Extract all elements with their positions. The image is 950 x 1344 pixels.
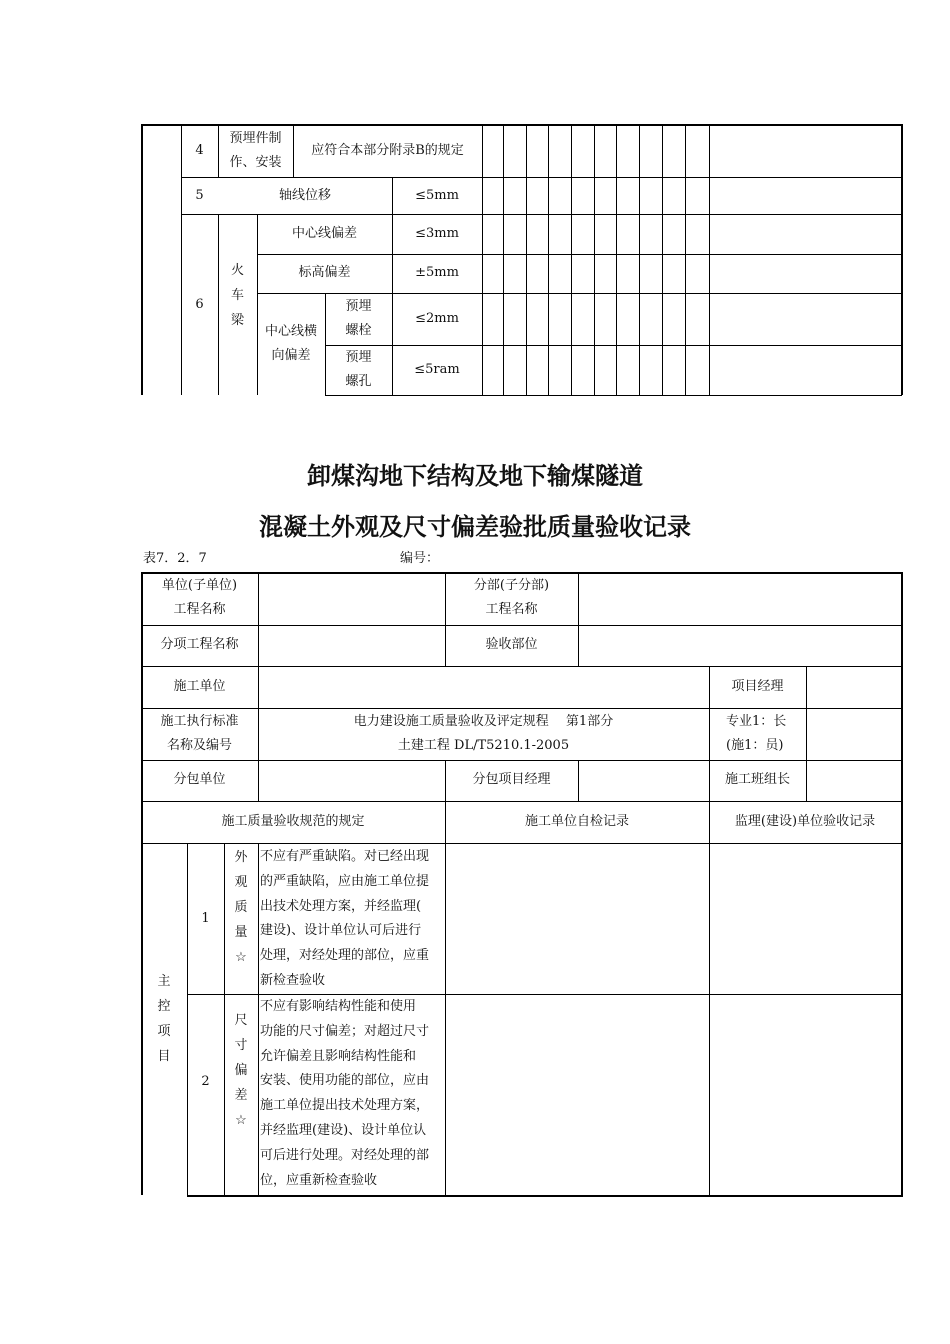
item2-line: 不应有影响结构性能和使用 bbox=[260, 999, 417, 1014]
row4-item-line1: 预埋件制 bbox=[229, 131, 282, 146]
centerline-label: 中心线偏差 bbox=[291, 226, 357, 241]
item2-line: 安装、使用功能的部位，应由 bbox=[260, 1073, 430, 1089]
item1-name bbox=[224, 845, 258, 970]
item2-line: 允许偏差且影响结构性能和 bbox=[260, 1048, 417, 1064]
item1-number: 1 bbox=[201, 911, 210, 926]
row5-tolerance: ≤5mm bbox=[415, 188, 459, 203]
serial-number-label: 编号： bbox=[400, 551, 440, 566]
subitem-label: 分项工程名称 bbox=[160, 637, 239, 652]
item2-line: 施工单位提出技术处理方案， bbox=[260, 1098, 430, 1114]
acceptance-part-label: 验收部位 bbox=[485, 637, 538, 652]
construction-unit-label: 施工单位 bbox=[173, 679, 226, 694]
item2-line: 并经监理(建设)、设计单位认 bbox=[260, 1122, 427, 1138]
division-label-line1: 分部(子分部) bbox=[473, 578, 550, 593]
item2-name bbox=[224, 1008, 258, 1133]
item1-line: 建设)、设计单位认可后进行 bbox=[260, 923, 422, 939]
main-control-label bbox=[141, 969, 187, 1069]
item1-line: 出技术处理方案，并经监理( bbox=[260, 898, 422, 914]
hole-label-line2: 螺孔 bbox=[345, 374, 372, 389]
item1-name-char: 量 bbox=[234, 925, 248, 940]
main-control-char: 项 bbox=[157, 1024, 171, 1039]
document-title-line1: 卸煤沟地下结构及地下输煤隧道 bbox=[307, 462, 643, 490]
hole-tolerance: ≤5ram bbox=[414, 362, 460, 377]
standard-label-line1: 施工执行标准 bbox=[160, 714, 239, 729]
specialty-label-line1: 专业1：长 bbox=[726, 714, 787, 729]
spec-header: 施工质量验收规范的规定 bbox=[221, 814, 365, 829]
division-label-line2: 工程名称 bbox=[485, 602, 538, 617]
main-control-char: 主 bbox=[157, 974, 171, 989]
bolt-label-line1: 预埋 bbox=[345, 299, 372, 314]
item1-line: 不应有严重缺陷。对已经出现 bbox=[260, 849, 430, 864]
specialty-label-line2: (施1：员) bbox=[726, 738, 784, 753]
row6-number: 6 bbox=[195, 297, 204, 312]
row4-number: 4 bbox=[195, 143, 204, 158]
item2-name-char: 偏 bbox=[234, 1063, 248, 1078]
item2-name-char: 寸 bbox=[234, 1038, 248, 1053]
row6-group-label bbox=[218, 258, 257, 333]
item2-line: 位，应重新检查验收 bbox=[260, 1172, 378, 1188]
item1-line: 的严重缺陷，应由施工单位提 bbox=[260, 873, 430, 889]
elevation-label: 标高偏差 bbox=[298, 265, 351, 280]
item1-name-char: 外 bbox=[234, 850, 248, 865]
row6-group-char: 火 bbox=[230, 263, 244, 278]
item1-name-char: 观 bbox=[234, 875, 248, 890]
project-manager-label: 项目经理 bbox=[731, 679, 784, 694]
item2-name-char: 差 bbox=[234, 1088, 248, 1103]
item2-name-char: 尺 bbox=[234, 1013, 248, 1028]
item1-line: 新检查验收 bbox=[260, 972, 326, 988]
item2-description bbox=[260, 995, 446, 1193]
bolt-label-line2: 螺栓 bbox=[345, 323, 372, 338]
transverse-label-line1: 中心线横 bbox=[264, 324, 317, 339]
item1-description bbox=[260, 845, 446, 994]
elevation-tolerance: ±5mm bbox=[415, 265, 459, 280]
unit-label-line2: 工程名称 bbox=[173, 602, 226, 617]
unit-label-line1: 单位(子单位) bbox=[161, 578, 238, 593]
row6-group-char: 梁 bbox=[230, 313, 244, 328]
item1-name-char: 质 bbox=[234, 900, 248, 915]
self-check-header: 施工单位自检记录 bbox=[524, 814, 629, 829]
item2-number: 2 bbox=[201, 1074, 210, 1089]
row5-number: 5 bbox=[195, 188, 204, 203]
item2-name-char: ☆ bbox=[235, 1113, 247, 1128]
centerline-tolerance: ≤3mm bbox=[415, 226, 459, 241]
row4-requirement: 应符合本部分附录B的规定 bbox=[311, 143, 464, 158]
main-control-char: 控 bbox=[157, 999, 171, 1014]
bolt-tolerance: ≤2mm bbox=[415, 311, 459, 326]
row5-item: 轴线位移 bbox=[278, 188, 331, 203]
standard-value-line2: 土建工程 DL/T5210.1-2005 bbox=[397, 738, 570, 753]
row6-group-char: 车 bbox=[230, 288, 244, 303]
item2-line: 功能的尺寸偏差；对超过尺寸 bbox=[260, 1023, 430, 1039]
row4-item-line2: 作、安装 bbox=[229, 155, 282, 170]
transverse-label-line2: 向偏差 bbox=[271, 348, 311, 363]
subcontractor-label: 分包单位 bbox=[173, 772, 226, 787]
supervision-header: 监理(建设)单位验收记录 bbox=[734, 814, 876, 829]
document-title-line2: 混凝土外观及尺寸偏差验批质量验收记录 bbox=[259, 513, 691, 541]
standard-label-line2: 名称及编号 bbox=[166, 738, 232, 753]
team-leader-label: 施工班组长 bbox=[724, 772, 790, 787]
hole-label-line1: 预埋 bbox=[345, 350, 372, 365]
item1-name-char: ☆ bbox=[235, 950, 247, 965]
item1-line: 处理，对经处理的部位，应重 bbox=[260, 948, 430, 964]
sub-project-manager-label: 分包项目经理 bbox=[472, 772, 551, 787]
main-control-char: 目 bbox=[157, 1049, 171, 1064]
item2-line: 可后进行处理。对经处理的部 bbox=[260, 1147, 430, 1163]
table-number: 表7．2．7 bbox=[143, 551, 207, 566]
standard-value-line1: 电力建设施工质量验收及评定规程 第1部分 bbox=[353, 714, 614, 729]
